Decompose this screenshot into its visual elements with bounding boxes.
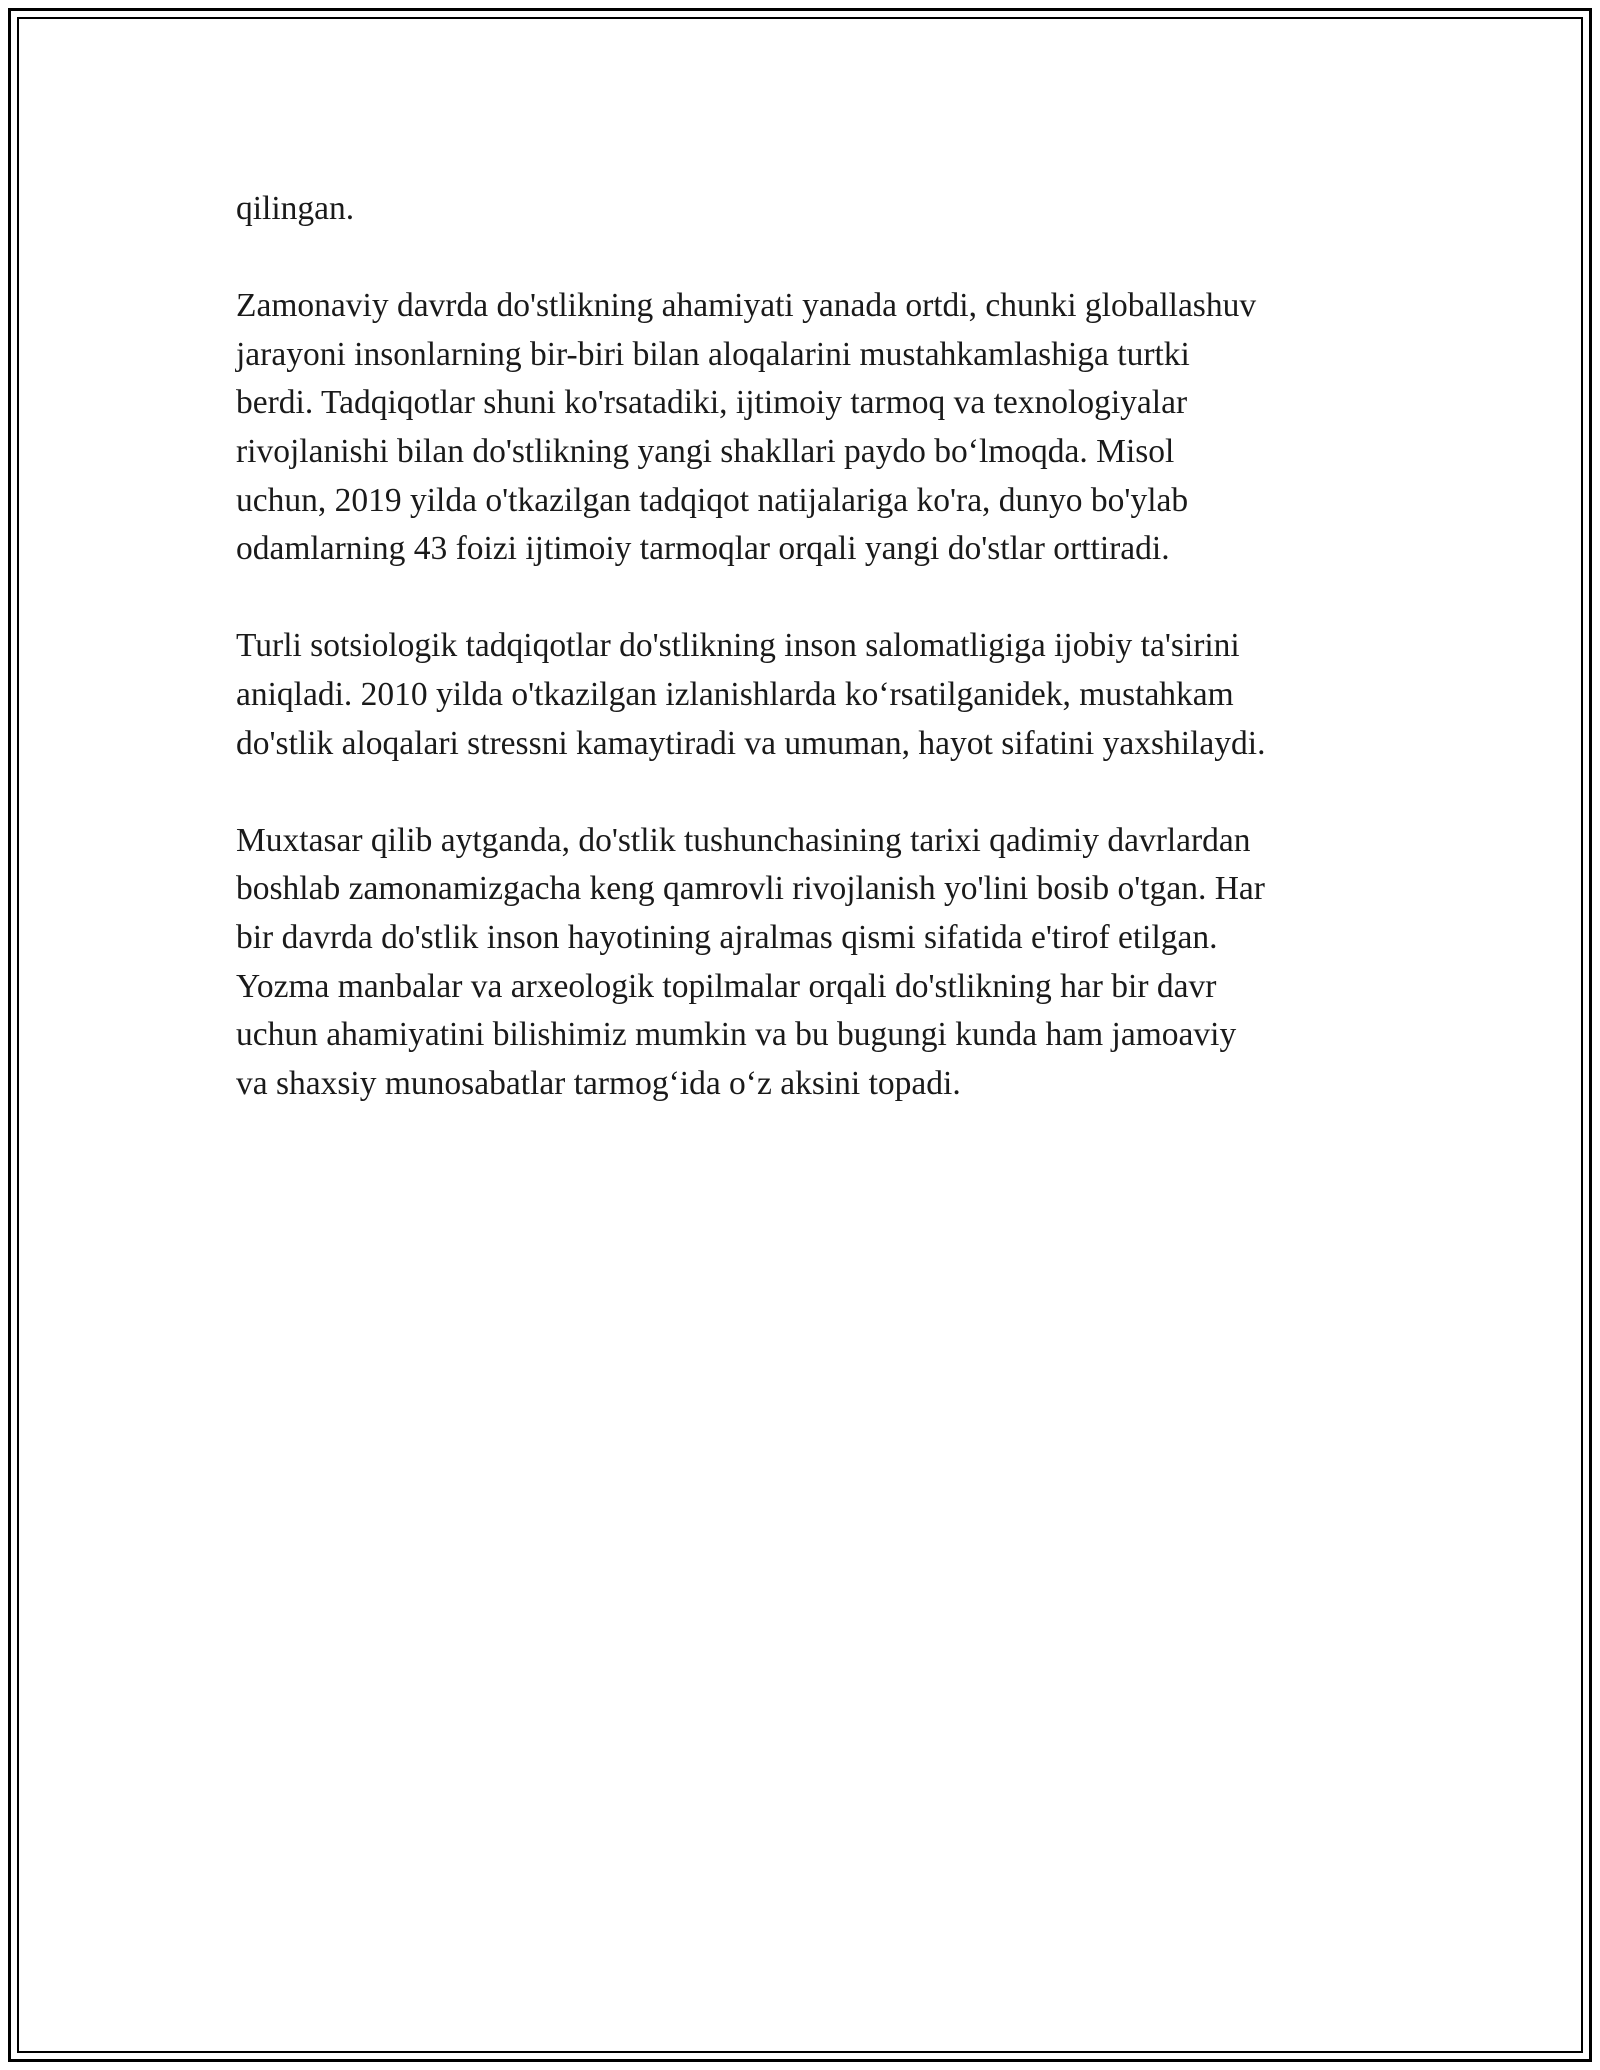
paragraph-health-research: Turli sotsiologik tadqiqotlar do'stlikning inson salomatligiga ijobiy ta'sirini aniqladi. 2010 yilda o'tkazilgan izlanishlarda ko‘rsatilganidek, mustahkam do'stlik aloqalari stressni kamaytiradi va umuman, hayot sifatini yaxshilaydi. (236, 627, 1266, 762)
paragraph-conclusion: Muxtasar qilib aytganda, do'stlik tushunchasining tarixi qadimiy davrlardan boshlab zamonamizgacha keng qamrovli rivojlanish yo'lini bosib o'tgan. Har bir davrda do'stlik inson hayotining ajralmas qismi sifatida e'tirof etilgan. Yozma manbalar va arxeologik topilmalar orqali do'stlikning har bir davr uchun ahamiyatini bilishimiz mumkin va bu bugungi kunda ham jamoaviy va shaxsiy munosabatlar tarmog‘ida o‘z aksini topadi. (236, 821, 1265, 1102)
paragraph-continuation: qilingan. (236, 190, 355, 227)
paragraph-modern-friendship: Zamonaviy davrda do'stlikning ahamiyati yanada ortdi, chunki globallashuv jarayoni insonlarning bir-biri bilan aloqalarini mustahkamlashiga turtki berdi. Tadqiqotlar shuni ko'rsatadiki, ijtimoiy tarmoq va texnologiyalar rivojlanishi bilan do'stlikning yangi shakllari paydo bo‘lmoqda. Misol uchun, 2019 yilda o'tkazilgan tadqiqot natijalariga ko'ra, dunyo bo'ylab odamlarning 43 foizi ijtimoiy tarmoqlar orqali yangi do'stlar orttiradi. (236, 287, 1257, 568)
document-body (236, 185, 1376, 1157)
